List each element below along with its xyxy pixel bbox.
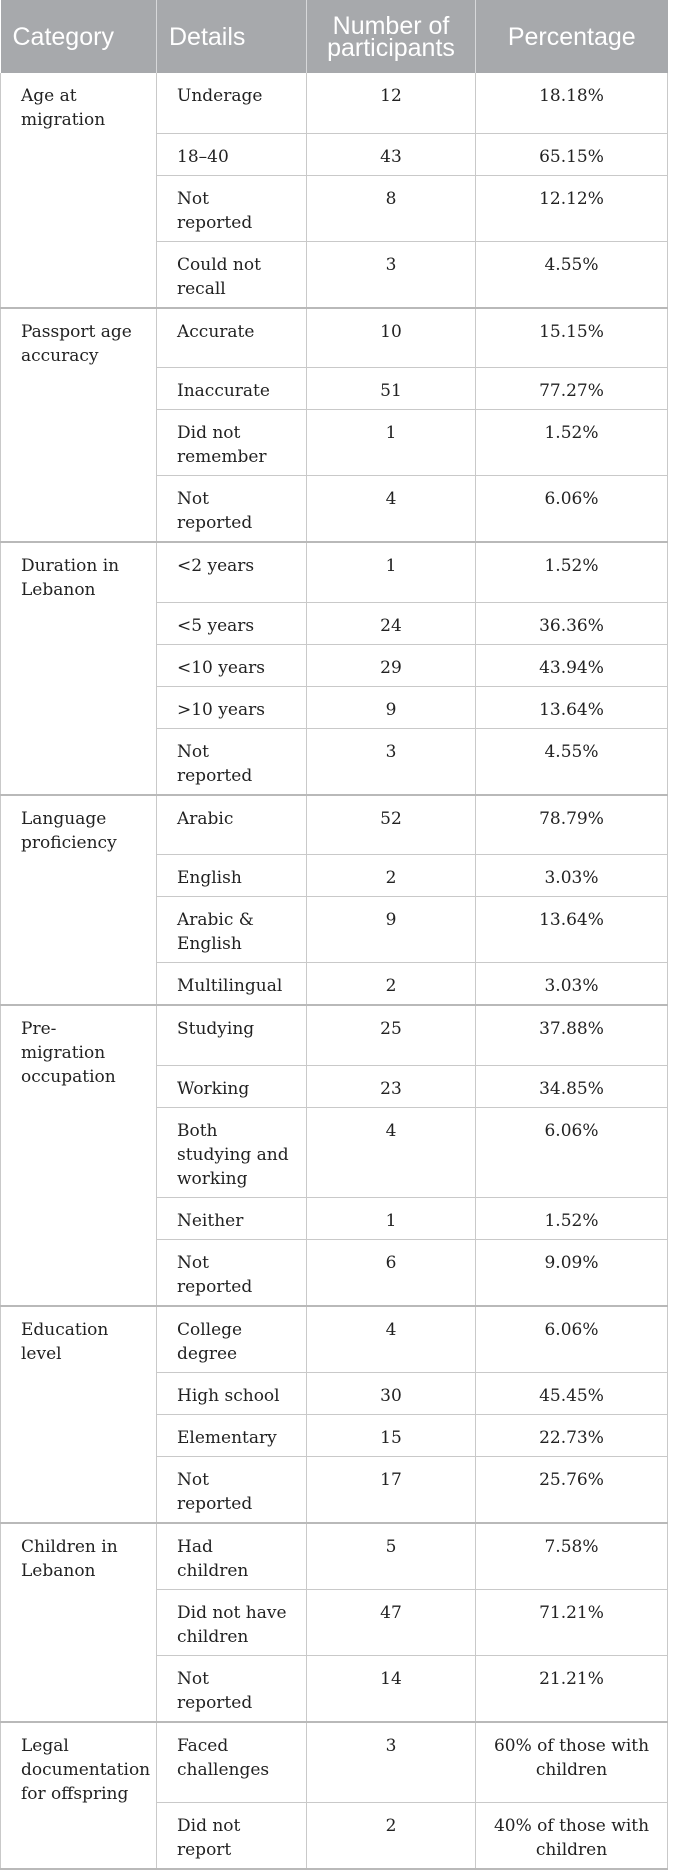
number-cell: 24 [307,602,476,644]
number-cell: 30 [307,1372,476,1414]
percentage-cell: 1.52% [476,542,668,602]
number-cell: 9 [307,686,476,728]
percentage-cell: 77.27% [476,368,668,410]
detail-cell: Did not remember [157,410,307,476]
percentage-cell: 18.18% [476,73,668,133]
detail-cell: <10 years [157,644,307,686]
header-row [1,0,668,73]
detail-cell: Multilingual [157,963,307,1006]
number-cell: 2 [307,1803,476,1870]
percentage-cell: 1.52% [476,1197,668,1239]
table-row [1,542,668,602]
detail-cell: Underage [157,73,307,133]
number-cell: 2 [307,855,476,897]
table-row [1,73,668,133]
percentage-cell: 6.06% [476,1107,668,1197]
category-cell: Language proficiency [1,795,157,1006]
detail-cell: <2 years [157,542,307,602]
number-cell: 51 [307,368,476,410]
percentage-cell: 43.94% [476,644,668,686]
number-cell: 1 [307,1197,476,1239]
percentage-cell: 1.52% [476,410,668,476]
detail-cell: Not reported [157,175,307,241]
header-details: Details [157,0,307,73]
number-cell: 3 [307,241,476,308]
header-percentage: Percentage [476,0,668,73]
detail-cell: Not reported [157,728,307,795]
category-cell: Pre-migration occupation [1,1005,157,1306]
table-row [1,795,668,855]
percentage-cell: 9.09% [476,1239,668,1306]
number-cell: 25 [307,1005,476,1065]
number-cell: 10 [307,308,476,368]
table-row [1,308,668,368]
percentage-cell: 45.45% [476,1372,668,1414]
table-body [1,73,668,1869]
percentage-cell: 6.06% [476,1306,668,1373]
detail-cell: <5 years [157,602,307,644]
number-cell: 23 [307,1065,476,1107]
number-cell: 2 [307,963,476,1006]
number-cell: 17 [307,1456,476,1523]
percentage-cell: 12.12% [476,175,668,241]
number-cell: 1 [307,542,476,602]
percentage-cell: 22.73% [476,1414,668,1456]
percentage-cell: 13.64% [476,897,668,963]
percentage-cell: 25.76% [476,1456,668,1523]
detail-cell: Could not recall [157,241,307,308]
detail-cell: Accurate [157,308,307,368]
number-cell: 47 [307,1589,476,1655]
number-cell: 4 [307,1107,476,1197]
detail-cell: Not reported [157,1655,307,1722]
number-cell: 43 [307,133,476,175]
number-cell: 8 [307,175,476,241]
category-cell: Education level [1,1306,157,1523]
percentage-cell: 34.85% [476,1065,668,1107]
table-header [1,0,668,73]
number-cell: 6 [307,1239,476,1306]
category-cell: Age at migration [1,73,157,308]
percentage-cell: 37.88% [476,1005,668,1065]
number-cell: 5 [307,1523,476,1590]
detail-cell: 18–40 [157,133,307,175]
number-cell: 12 [307,73,476,133]
percentage-cell: 4.55% [476,728,668,795]
percentage-cell: 71.21% [476,1589,668,1655]
detail-cell: >10 years [157,686,307,728]
detail-cell: Faced challenges [157,1722,307,1803]
header-number-of-participants: Number of participants [307,0,476,73]
percentage-cell: 15.15% [476,308,668,368]
detail-cell: Not reported [157,1239,307,1306]
detail-cell: Arabic [157,795,307,855]
detail-cell: Studying [157,1005,307,1065]
header-category: Category [1,0,157,73]
table-row [1,1523,668,1590]
percentage-cell: 3.03% [476,855,668,897]
detail-cell: Not reported [157,476,307,543]
category-cell: Passport age accuracy [1,308,157,543]
percentage-cell: 6.06% [476,476,668,543]
number-cell: 3 [307,1722,476,1803]
detail-cell: College degree [157,1306,307,1373]
number-cell: 29 [307,644,476,686]
detail-cell: Had children [157,1523,307,1590]
detail-cell: Neither [157,1197,307,1239]
table-row [1,1005,668,1065]
detail-cell: Did not have children [157,1589,307,1655]
percentage-cell: 4.55% [476,241,668,308]
detail-cell: Not reported [157,1456,307,1523]
percentage-cell: 36.36% [476,602,668,644]
percentage-cell: 7.58% [476,1523,668,1590]
number-cell: 52 [307,795,476,855]
detail-cell: Both studying and working [157,1107,307,1197]
detail-cell: Did not report [157,1803,307,1870]
table-row [1,1722,668,1803]
detail-cell: Inaccurate [157,368,307,410]
percentage-cell: 13.64% [476,686,668,728]
detail-cell: Elementary [157,1414,307,1456]
number-cell: 1 [307,410,476,476]
percentage-cell: 3.03% [476,963,668,1006]
number-cell: 14 [307,1655,476,1722]
category-cell: Children in Lebanon [1,1523,157,1722]
number-cell: 15 [307,1414,476,1456]
table-row [1,1306,668,1373]
detail-cell: English [157,855,307,897]
category-cell: Duration in Lebanon [1,542,157,795]
number-cell: 4 [307,476,476,543]
number-cell: 4 [307,1306,476,1373]
percentage-cell: 60% of those with children [476,1722,668,1803]
number-cell: 9 [307,897,476,963]
category-cell: Legal documentation for offspring [1,1722,157,1870]
detail-cell: High school [157,1372,307,1414]
percentage-cell: 21.21% [476,1655,668,1722]
detail-cell: Working [157,1065,307,1107]
percentage-cell: 78.79% [476,795,668,855]
percentage-cell: 65.15% [476,133,668,175]
number-cell: 3 [307,728,476,795]
detail-cell: Arabic & English [157,897,307,963]
percentage-cell: 40% of those with children [476,1803,668,1870]
